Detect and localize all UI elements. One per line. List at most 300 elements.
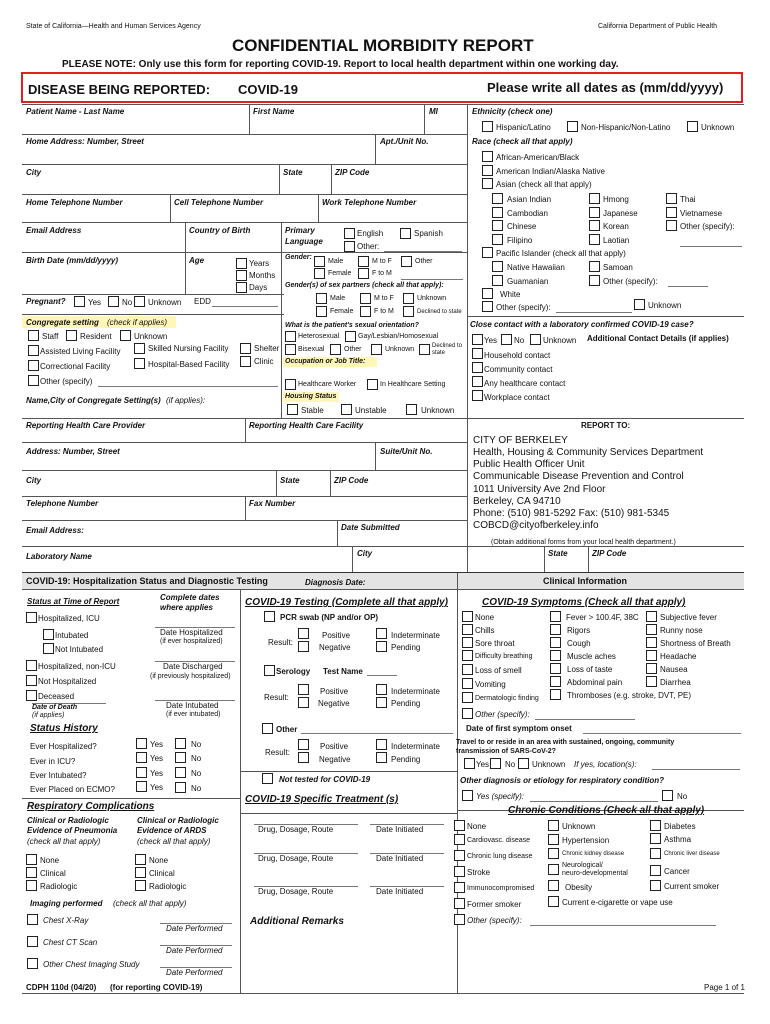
checkbox-pneumonia-none[interactable] (26, 854, 37, 865)
checkbox-bisexual[interactable] (285, 344, 296, 355)
label-other-negative: Negative (319, 755, 351, 764)
label-pcr-indeterminate: Indeterminate (391, 631, 440, 640)
label-congregate: Congregate setting (26, 318, 99, 327)
checkbox-chronic-unknown[interactable] (548, 820, 559, 831)
checkbox-sym-none[interactable] (462, 611, 473, 622)
label-loss-of-smell: Loss of smell (475, 666, 522, 675)
label-samoan: Samoan (603, 263, 633, 272)
label-ever-hosp-yes: Yes (150, 740, 164, 749)
label-filipino: Filipino (507, 236, 533, 245)
label-travel-yes: Yes (476, 760, 490, 769)
label-where-applies: where applies (160, 603, 213, 612)
checkbox-hospitalized-icu[interactable] (26, 612, 37, 623)
checkbox-ever-int-no[interactable] (175, 767, 186, 778)
label-provider-address: Address: Number, Street (26, 447, 120, 456)
label-facility: Reporting Health Care Facility (249, 421, 364, 430)
label-cough: Cough (567, 639, 591, 648)
label-drug-3: Drug, Dosage, Route (258, 887, 334, 896)
checkbox-nausea[interactable] (646, 663, 657, 674)
checkbox-other-diag-no[interactable] (662, 790, 673, 801)
label-m-to-f: M to F (372, 258, 392, 265)
checkbox-ecig[interactable] (548, 896, 559, 907)
checkbox-partner-declined[interactable] (403, 306, 414, 317)
label-provider-phone: Telephone Number (26, 499, 99, 508)
checkbox-immunocompromised[interactable] (454, 882, 465, 893)
checkbox-native-hawaiian[interactable] (492, 261, 503, 272)
checkbox-spanish[interactable] (400, 228, 411, 239)
label-pneumonia-2: Evidence of Pneumonia (27, 826, 118, 835)
label-race-other: Other (specify): (496, 303, 551, 312)
checkbox-male[interactable] (314, 256, 325, 267)
checkbox-abdominal-pain[interactable] (550, 676, 561, 687)
checkbox-travel-yes[interactable] (464, 758, 475, 769)
label-korean: Korean (603, 222, 629, 231)
label-abdominal-pain: Abdominal pain (567, 678, 623, 687)
checkbox-native-american[interactable] (482, 165, 493, 176)
checkbox-ever-icu-yes[interactable] (136, 752, 147, 763)
checkbox-thai[interactable] (666, 193, 677, 204)
checkbox-ever-icu-no[interactable] (175, 752, 186, 763)
department-name: California Department of Public Health (598, 23, 718, 30)
label-hispanic: Hispanic/Latino (496, 123, 551, 132)
label-ever-hosp-no: No (191, 740, 202, 749)
label-ethnicity-unknown: Unknown (701, 123, 735, 132)
checkbox-travel-unknown[interactable] (518, 758, 529, 769)
report-line-6: Berkeley, CA 94710 (473, 496, 561, 507)
checkbox-gay[interactable] (345, 331, 356, 342)
checkbox-thromboses[interactable] (550, 689, 561, 700)
checkbox-pneumonia-radiologic[interactable] (26, 880, 37, 891)
label-other-imaging: Other Chest Imaging Study (43, 960, 140, 969)
checkbox-ards-none[interactable] (135, 854, 146, 865)
checkbox-serology-indeterminate[interactable] (376, 684, 387, 695)
label-thai: Thai (680, 195, 696, 204)
label-f-to-m: F to M (372, 270, 392, 277)
checkbox-pregnant-no[interactable] (108, 296, 119, 307)
checkbox-orientation-other[interactable] (330, 344, 341, 355)
checkbox-guamanian[interactable] (492, 275, 503, 286)
label-imaging-check-all: (check all that apply) (113, 899, 187, 908)
checkbox-heterosexual[interactable] (285, 331, 296, 342)
hospitalization-header: COVID-19: Hospitalization Status and Diagnostic Testing (26, 576, 268, 586)
checkbox-contact-no[interactable] (501, 334, 512, 345)
checkbox-japanese[interactable] (589, 207, 600, 218)
checkbox-partner-m-to-f[interactable] (360, 293, 371, 304)
checkbox-fever[interactable] (550, 611, 561, 622)
clinical-header: Clinical Information (543, 576, 628, 586)
checkbox-pregnant-unknown[interactable] (134, 296, 145, 307)
checkbox-pacific-other[interactable] (589, 275, 600, 286)
checkbox-rigors[interactable] (550, 624, 561, 635)
checkbox-ethnicity-unknown[interactable] (687, 121, 698, 132)
checkbox-loss-of-taste[interactable] (550, 663, 561, 674)
label-zip: ZIP Code (335, 168, 370, 177)
label-white: White (500, 290, 521, 299)
checkbox-diabetes[interactable] (650, 820, 661, 831)
checkbox-diarrhea[interactable] (646, 676, 657, 687)
checkbox-non-hispanic[interactable] (567, 121, 578, 132)
label-ever-hospitalized: Ever Hospitalized? (30, 742, 97, 751)
report-line-2: Health, Housing & Community Services Department (473, 447, 704, 458)
checkbox-not-hospitalized[interactable] (26, 675, 37, 686)
label-other-imaging-date: Date Performed (166, 968, 223, 977)
checkbox-laotian[interactable] (589, 234, 600, 245)
checkbox-chronic-lung[interactable] (454, 850, 465, 861)
checkbox-samoan[interactable] (589, 261, 600, 272)
checkbox-other-pending[interactable] (376, 752, 387, 763)
checkbox-unstable[interactable] (341, 404, 352, 415)
label-ever-ecmo-no: No (191, 784, 202, 793)
label-hospitalized-icu: Hospitalized, ICU (38, 614, 100, 623)
checkbox-f-to-m[interactable] (358, 268, 369, 279)
label-pregnant-unknown: Unknown (148, 298, 182, 307)
label-orientation-unknown: Unknown (385, 346, 415, 353)
label-home-phone: Home Telephone Number (26, 198, 123, 207)
label-assisted-living: Assisted Living Facility (40, 347, 121, 356)
label-heterosexual: Heterosexual (298, 333, 340, 340)
label-imaging-performed: Imaging performed (30, 899, 103, 908)
label-ards-none: None (149, 856, 169, 865)
checkbox-orientation-unknown[interactable] (371, 344, 382, 355)
label-diagnosis-date: Diagnosis Date: (305, 578, 366, 587)
checkbox-other-negative[interactable] (298, 752, 309, 763)
checkbox-partner-female[interactable] (316, 306, 327, 317)
label-other-indeterminate: Indeterminate (391, 742, 440, 751)
checkbox-ever-ecmo-no[interactable] (175, 782, 186, 793)
label-months: Months (249, 271, 276, 280)
checkbox-hispanic[interactable] (482, 121, 493, 132)
checkbox-chills[interactable] (462, 624, 473, 635)
checkbox-serology-positive[interactable] (298, 684, 309, 695)
label-hospitalized-non-icu: Hospitalized, non-ICU (38, 662, 116, 671)
checkbox-hmong[interactable] (589, 193, 600, 204)
label-healthcare-worker: Healthcare Worker (298, 381, 357, 388)
disease-value: COVID-19 (238, 82, 298, 97)
label-serology-pending: Pending (391, 699, 421, 708)
label-neurological-1: Neurological/ (562, 862, 603, 869)
checkbox-cough[interactable] (550, 637, 561, 648)
label-other-diag-no: No (677, 792, 688, 801)
checkbox-partner-f-to-m[interactable] (360, 306, 371, 317)
label-pacific-other: Other (specify): (603, 277, 658, 286)
checkbox-not-tested[interactable] (262, 773, 273, 784)
label-black: African-American/Black (496, 153, 580, 162)
label-cardiovascular: Cardiovasc. disease (467, 837, 531, 844)
report-line-4: Communicable Disease Prevention and Control (473, 471, 684, 482)
checkbox-loss-of-smell[interactable] (462, 664, 473, 675)
label-ever-ecmo: Ever Placed on ECMO? (30, 785, 115, 794)
label-apt: Apt./Unit No. (380, 137, 429, 146)
checkbox-female[interactable] (314, 268, 325, 279)
label-chest-xray: Chest X-Ray (43, 916, 89, 925)
label-work-phone: Work Telephone Number (322, 198, 417, 207)
label-not-tested: Not tested for COVID-19 (279, 775, 371, 784)
label-pcr-negative: Negative (319, 643, 351, 652)
checkbox-black[interactable] (482, 151, 493, 162)
label-current-smoker: Current smoker (664, 882, 720, 891)
checkbox-ever-ecmo-yes[interactable] (136, 781, 147, 792)
label-travel-2: transmission of SARS-CoV-2? (456, 748, 556, 755)
checkbox-ever-hosp-no[interactable] (175, 738, 186, 749)
checkbox-asthma[interactable] (650, 833, 661, 844)
checkbox-congregate-other[interactable] (28, 375, 39, 386)
report-line-5: 1011 University Ave 2nd Floor (473, 484, 606, 495)
checkbox-vomiting[interactable] (462, 678, 473, 689)
label-other-pending: Pending (391, 755, 421, 764)
label-status-at-report: Status at Time of Report (27, 597, 120, 606)
checkbox-hypertension[interactable] (548, 834, 559, 845)
checkbox-days[interactable] (236, 282, 247, 293)
checkbox-ever-hosp-yes[interactable] (136, 738, 147, 749)
label-email: Email Address (26, 226, 82, 235)
checkbox-household-contact[interactable] (472, 348, 483, 359)
label-xray-date: Date Performed (166, 924, 223, 933)
checkbox-other-positive[interactable] (298, 739, 309, 750)
label-mi: MI (429, 107, 438, 116)
label-partner-male: Male (330, 295, 346, 302)
label-chinese: Chinese (507, 222, 537, 231)
checkbox-chronic-other[interactable] (454, 914, 465, 925)
checkbox-resident[interactable] (66, 330, 77, 341)
checkbox-serology-pending[interactable] (376, 697, 387, 708)
checkbox-healthcare-worker[interactable] (285, 379, 296, 390)
checkbox-chronic-none[interactable] (454, 820, 465, 831)
label-subjective-fever: Subjective fever (660, 613, 717, 622)
label-ards-check-all: (check all that apply) (137, 837, 211, 846)
checkbox-subjective-fever[interactable] (646, 611, 657, 622)
checkbox-community-contact[interactable] (472, 362, 483, 373)
label-ct-date: Date Performed (166, 946, 223, 955)
checkbox-workplace-contact[interactable] (472, 390, 483, 401)
checkbox-years[interactable] (236, 258, 247, 269)
checkbox-symptom-other[interactable] (462, 708, 473, 719)
checkbox-muscle-aches[interactable] (550, 650, 561, 661)
checkbox-clinic[interactable] (240, 356, 251, 367)
checkbox-other-imaging[interactable] (27, 958, 38, 969)
checkbox-other-diag-yes[interactable] (462, 790, 473, 801)
label-household-contact: Household contact (484, 351, 551, 360)
label-ever-ecmo-yes: Yes (150, 783, 164, 792)
checkbox-obesity[interactable] (548, 880, 559, 891)
checkbox-asian-indian[interactable] (492, 193, 503, 204)
checkbox-current-smoker[interactable] (650, 880, 661, 891)
checkbox-sore-throat[interactable] (462, 637, 473, 648)
checkbox-skilled-nursing[interactable] (134, 343, 145, 354)
checkbox-other-indeterminate[interactable] (376, 739, 387, 750)
label-thromboses: Thromboses (e.g. stroke, DVT, PE) (567, 691, 692, 700)
checkbox-pregnant-yes[interactable] (74, 296, 85, 307)
checkbox-partner-male[interactable] (316, 293, 327, 304)
label-resp-complications: Respiratory Complications (27, 801, 155, 812)
checkbox-chronic-liver[interactable] (650, 848, 661, 859)
checkbox-not-intubated[interactable] (43, 643, 54, 654)
label-lab-state: State (548, 549, 568, 558)
checkbox-hospitalized-non-icu[interactable] (26, 660, 37, 671)
checkbox-staff[interactable] (28, 330, 39, 341)
checkbox-neurological[interactable] (548, 864, 559, 875)
checkbox-chronic-kidney[interactable] (548, 848, 559, 859)
checkbox-contact-yes[interactable] (472, 334, 483, 345)
checkbox-asian[interactable] (482, 178, 493, 189)
checkbox-deceased[interactable] (26, 690, 37, 701)
label-bisexual: Bisexual (298, 346, 325, 353)
label-partner-m-to-f: M to F (374, 295, 394, 302)
checkbox-race-other[interactable] (482, 301, 493, 312)
checkbox-travel-no[interactable] (490, 758, 501, 769)
checkbox-ards-clinical[interactable] (135, 867, 146, 878)
checkbox-cardiovascular[interactable] (454, 834, 465, 845)
report-line-1: CITY OF BERKELEY (473, 435, 568, 446)
label-lab-city: City (357, 549, 373, 558)
label-other-diagnosis: Other diagnosis or etiology for respiratory condition? (460, 776, 665, 785)
label-partner-unknown: Unknown (417, 295, 447, 302)
label-partner-declined: Declined to state (417, 309, 462, 315)
label-provider: Reporting Health Care Provider (26, 421, 146, 430)
checkbox-stable[interactable] (287, 404, 298, 415)
checkbox-months[interactable] (236, 270, 247, 281)
checkbox-other-test[interactable] (262, 723, 273, 734)
label-provider-email: Email Address: (26, 526, 84, 535)
label-not-intubated: Not Intubated (55, 645, 104, 654)
label-pneumonia-none: None (40, 856, 60, 865)
label-other-result: Result: (265, 748, 290, 757)
label-sym-none: None (475, 613, 495, 622)
checkbox-cambodian[interactable] (492, 207, 503, 218)
label-congregate-name-applies: (if applies): (166, 396, 206, 405)
checkbox-difficulty-breathing[interactable] (462, 650, 473, 661)
checkbox-stroke[interactable] (454, 866, 465, 877)
label-date-intubated: Date Intubated (166, 701, 219, 710)
checkbox-asian-other[interactable] (666, 220, 677, 231)
label-asian: Asian (check all that apply) (496, 180, 592, 189)
label-testing-title: COVID-19 Testing (Complete all that apply) (245, 597, 448, 608)
label-other-test: Other (276, 725, 298, 734)
checkbox-other-language[interactable] (344, 241, 355, 252)
checkbox-correctional[interactable] (28, 360, 39, 371)
label-date-of-death: Date of Death (32, 704, 78, 711)
label-additional-remarks: Additional Remarks (250, 916, 344, 927)
checkbox-english[interactable] (344, 228, 355, 239)
label-chronic-none: None (467, 822, 487, 831)
label-contact-yes: Yes (484, 336, 498, 345)
label-contact-unknown: Unknown (543, 336, 577, 345)
label-orientation-declined: Declined to state (432, 343, 463, 356)
checkbox-pcr[interactable] (264, 611, 275, 622)
label-first-name: First Name (253, 107, 295, 116)
label-ever-int-yes: Yes (150, 769, 164, 778)
checkbox-congregate-unknown[interactable] (120, 330, 131, 341)
checkbox-hospital-based[interactable] (134, 358, 145, 369)
label-language: Language (285, 237, 323, 246)
label-ever-icu-yes: Yes (150, 754, 164, 763)
checkbox-headache[interactable] (646, 650, 657, 661)
checkbox-gender-other[interactable] (401, 256, 412, 267)
checkbox-shortness-of-breath[interactable] (646, 637, 657, 648)
checkbox-partner-unknown[interactable] (403, 293, 414, 304)
label-chest-ct: Chest CT Scan (43, 938, 98, 947)
label-close-contact: Close contact with a laboratory confirmed COVID-19 case? (470, 320, 694, 329)
checkbox-pneumonia-clinical[interactable] (26, 867, 37, 878)
checkbox-filipino[interactable] (492, 234, 503, 245)
checkbox-housing-unknown[interactable] (406, 404, 417, 415)
label-laotian: Laotian (603, 236, 630, 245)
checkbox-ever-int-yes[interactable] (136, 767, 147, 778)
checkbox-assisted-living[interactable] (28, 345, 39, 356)
label-congregate-applies: (check if applies) (107, 318, 168, 327)
checkbox-korean[interactable] (589, 220, 600, 231)
checkbox-white[interactable] (482, 288, 493, 299)
checkbox-race-unknown[interactable] (634, 299, 645, 310)
label-loss-of-taste: Loss of taste (567, 665, 613, 674)
checkbox-shelter[interactable] (240, 343, 251, 354)
checkbox-cancer[interactable] (650, 865, 661, 876)
checkbox-in-healthcare-setting[interactable] (367, 379, 378, 390)
checkbox-serology-negative[interactable] (298, 697, 309, 708)
label-congregate-unknown: Unknown (134, 332, 168, 341)
label-ever-int-no: No (191, 769, 202, 778)
checkbox-dermatologic[interactable] (462, 692, 473, 703)
label-chronic-liver: Chronic liver disease (664, 851, 720, 857)
label-days: Days (249, 283, 268, 292)
label-gender-other: Other (415, 258, 433, 265)
checkbox-chest-xray[interactable] (27, 914, 38, 925)
label-cell-phone: Cell Telephone Number (174, 198, 264, 207)
label-pcr-result: Result: (268, 638, 293, 647)
checkbox-serology[interactable] (264, 665, 275, 676)
checkbox-pcr-negative[interactable] (298, 641, 309, 652)
label-drug-1: Drug, Dosage, Route (258, 825, 334, 834)
label-chronic-lung: Chronic lung disease (467, 853, 533, 860)
label-orientation: What is the patient's sexual orientation? (285, 322, 419, 329)
label-serology-indeterminate: Indeterminate (391, 687, 440, 696)
checkbox-pacific-islander[interactable] (482, 247, 493, 258)
label-sore-throat: Sore throat (475, 639, 515, 648)
checkbox-chinese[interactable] (492, 220, 503, 231)
label-test-name: Test Name (323, 667, 363, 676)
checkbox-pcr-indeterminate[interactable] (376, 628, 387, 639)
checkbox-chest-ct[interactable] (27, 936, 38, 947)
label-housing-unknown: Unknown (421, 406, 455, 415)
label-guamanian: Guamanian (507, 277, 549, 286)
label-cancer: Cancer (664, 867, 690, 876)
label-race: Race (check all that apply) (472, 137, 573, 146)
checkbox-vietnamese[interactable] (666, 207, 677, 218)
checkbox-former-smoker[interactable] (454, 898, 465, 909)
label-status-history: Status History (30, 723, 98, 734)
label-travel-location: If yes, location(s): (574, 760, 637, 769)
checkbox-any-healthcare-contact[interactable] (472, 376, 483, 387)
label-in-healthcare-setting: In Healthcare Setting (380, 381, 446, 388)
label-ards-radiologic: Radiologic (149, 882, 187, 891)
label-hypertension: Hypertension (562, 836, 610, 845)
checkbox-runny-nose[interactable] (646, 624, 657, 635)
checkbox-pcr-pending[interactable] (376, 641, 387, 652)
label-if-ever-intubated: (if ever intubated) (166, 711, 221, 718)
label-vomiting: Vomiting (475, 680, 506, 689)
checkbox-ards-radiologic[interactable] (135, 880, 146, 891)
label-other-language: Other: (357, 242, 380, 251)
checkbox-contact-unknown[interactable] (530, 334, 541, 345)
checkbox-orientation-declined[interactable] (419, 344, 430, 355)
label-serology-positive: Positive (320, 687, 349, 696)
checkbox-pcr-positive[interactable] (298, 628, 309, 639)
label-symptoms-title: COVID-19 Symptoms (Check all that apply) (482, 597, 686, 608)
label-primary-language: Primary (285, 226, 315, 235)
label-chronic-kidney: Chronic kidney disease (562, 851, 625, 857)
checkbox-m-to-f[interactable] (358, 256, 369, 267)
checkbox-intubated[interactable] (43, 629, 54, 640)
label-contact-details: Additional Contact Details (if applies) (587, 334, 729, 343)
